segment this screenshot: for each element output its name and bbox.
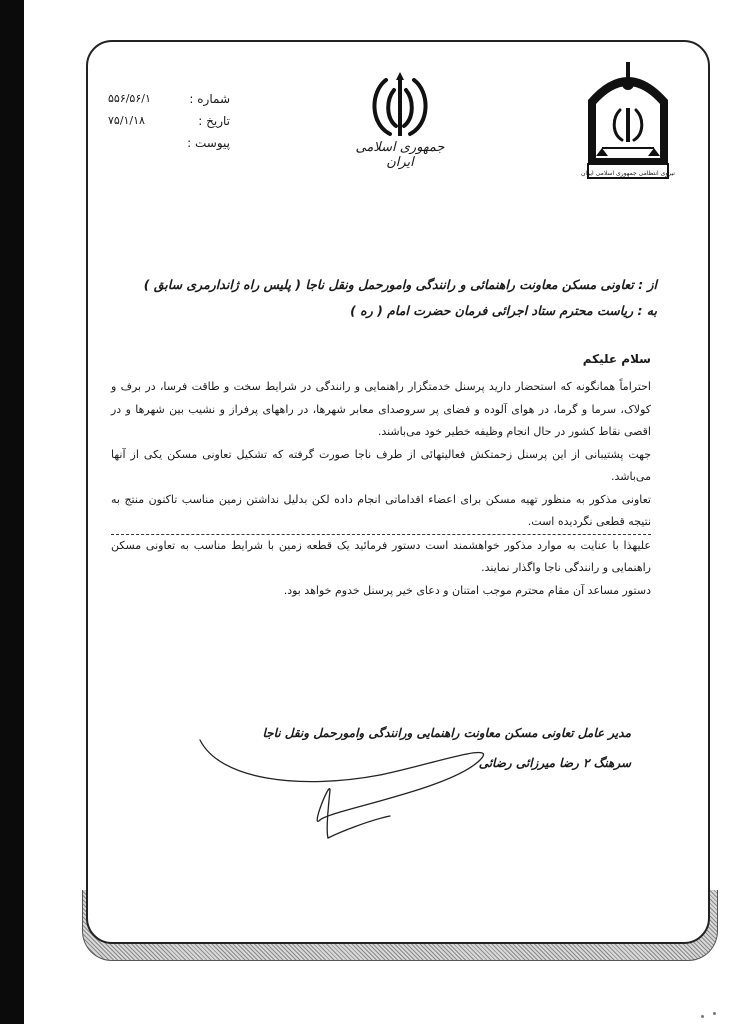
address-to: به : ریاست محترم ستاد اجرائی فرمان حضرت امام ( ره ) [350, 303, 657, 318]
body-paragraph: احتراماً همانگونه که استحضار دارید پرسنل خدمتگزار راهنمایی و رانندگی در شرایط سخت و طاقت فرسا، در برف و کولاک، سرما و گرما، در هوای آلوده و فضای پر سروصدای معابر شهرها، در راههای پرفراز و نشیب بین شهرها و در اقصی نقاط کشور در حال انجام وظیفه خطیر خود می‌باشند. [111, 380, 651, 438]
scan-edge-bar [0, 0, 24, 1024]
meta-number [108, 88, 230, 110]
body-paragraph: تعاونی مذکور به منظور تهیه مسکن برای اعضاء اقداماتی انجام داده لکن بدلیل نداشتن زمین مناسب تاکنون منتج به نتیجه قطعی نگردیده است. [111, 489, 651, 535]
meta-date-label: تاریخ : [198, 114, 230, 128]
body-paragraph: علیهذا با عنایت به موارد مذکور خواهشمند است دستور فرمائید یک قطعه زمین با شرایط مناسب به تعاونی مسکن راهنمایی و رانندگی ناجا واگذار نمایند. [111, 538, 651, 574]
scan-speck [713, 1012, 716, 1015]
letter-meta [108, 88, 230, 154]
meta-attachment [108, 132, 230, 154]
body-paragraph: دستور مساعد آن مقام محترم موجب امتنان و دعای خیر پرسنل خدوم خواهد بود. [283, 583, 651, 597]
scan-speck [701, 1015, 704, 1018]
meta-date [108, 110, 230, 132]
address-from: از : تعاونی مسکن معاونت راهنمائی و رانندگی وامورحمل ونقل ناجا ( پلیس راه ژاندارمری سابق ) [143, 277, 657, 292]
signature-title: مدیر عامل تعاونی مسکن معاونت راهنمایی ورانندگی وامورحمل ونقل ناجا [262, 726, 631, 740]
address-block [117, 272, 657, 324]
meta-number-value: ۵۵۶/۵۶/۱ [108, 92, 151, 105]
emblem-caption: جمهوری اسلامی ایران [355, 140, 445, 170]
body-paragraph: جهت پشتیبانی از این پرسنل زحمتکش فعالیتهائی از طرف ناجا صورت گرفته که تشکیل تعاونی مسکن یکی از آنها می‌باشد. [111, 447, 651, 483]
handwritten-signature-icon [180, 720, 520, 850]
greeting: سلام علیکم [582, 352, 651, 366]
signature-name: سرهنگ ۲ رضا میرزائی رضائی [478, 756, 631, 770]
police-caption: نیروی انتظامی جمهوری اسلامی ایران [581, 170, 675, 177]
meta-date-value: ۷۵/۱/۱۸ [108, 114, 145, 127]
police-badge-icon [580, 60, 676, 184]
meta-number-label: شماره : [189, 92, 230, 106]
letter-body [111, 376, 651, 602]
meta-attachment-label: پیوست : [187, 136, 230, 150]
